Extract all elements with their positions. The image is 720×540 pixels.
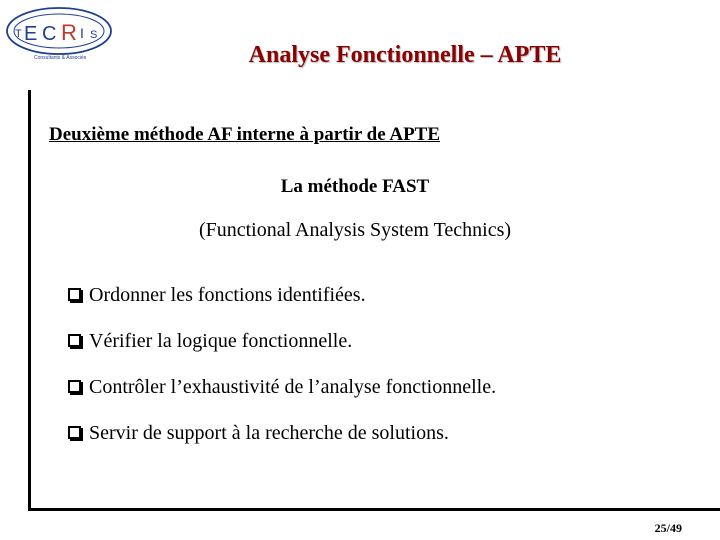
logo-letter-r: R [61,20,77,45]
checkbox-icon [68,334,81,347]
page-number: 25/49 [654,521,682,535]
list-item-text: Servir de support à la recherche de solutions. [89,422,449,444]
list-item [68,421,496,467]
list-item-text: Vérifier la logique fonctionnelle. [89,330,353,352]
slide-title: Analyse Fonctionnelle – APTE [248,42,562,68]
method-name: La méthode FAST [280,176,430,197]
frame-left-border [28,90,31,511]
list-item [68,375,496,421]
section-subtitle: Deuxième méthode AF interne à partir de APTE [49,124,441,145]
bullet-list [68,283,496,467]
method-full-name: (Functional Analysis System Technics) [198,219,512,241]
checkbox-icon [68,426,81,439]
logo-letter-e: E [24,23,38,45]
logo-letter-s: S [90,29,98,41]
logo-letter-c: C [42,23,57,45]
list-item-text: Contrôler l’exhaustivité de l’analyse fonctionnelle. [89,376,497,398]
checkbox-icon [68,288,81,301]
checkbox-icon [68,380,81,393]
list-item [68,283,496,329]
list-item-text: Ordonner les fonctions identifiées. [89,284,366,306]
frame-bottom-border [28,508,720,511]
logo-letter-t: T [15,28,22,40]
list-item [68,329,496,375]
logo-letter-i: I [80,25,84,41]
logo-tagline: Consultants & Associés [34,55,87,61]
